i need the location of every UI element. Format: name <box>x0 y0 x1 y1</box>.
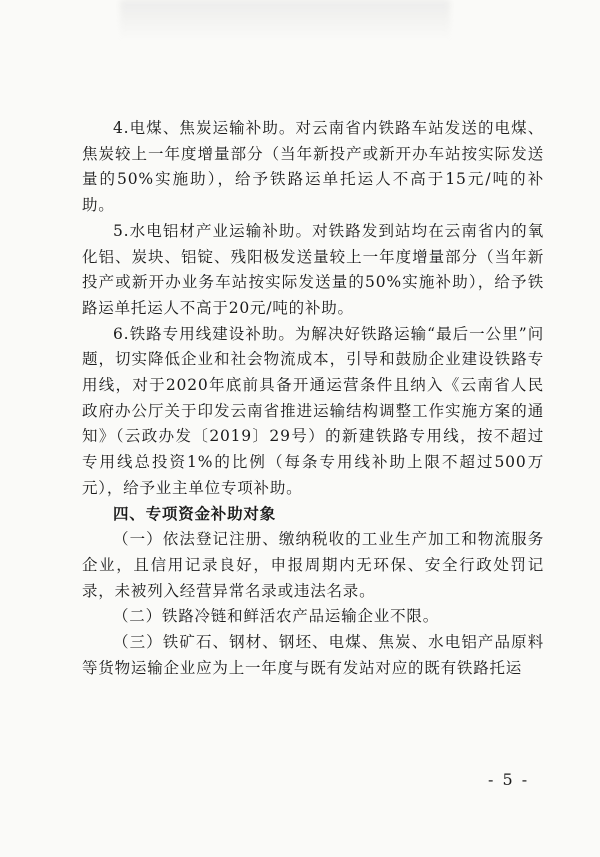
paragraph-hydro-aluminum-subsidy: 5.水电铝材产业运输补助。对铁路发到站均在云南省内的氧化铝、炭块、铝锭、残阳极发送量较上一年度增量部分（当年新投产或新开办业务车站按实际发送量的50%实施补助），给予铁路运单托运人不高于20元/吨的补助。 <box>82 221 544 317</box>
document-body <box>82 116 544 681</box>
paragraph-target-1: （一）依法登记注册、缴纳税收的工业生产加工和物流服务企业，且信用记录良好，申报周期内无环保、安全行政处罚记录，未被列入经营异常名录或违法名录。 <box>82 530 544 600</box>
section-heading: 四、专项资金补助对象 <box>113 504 277 523</box>
page-number: - 5 - <box>488 770 530 789</box>
paragraph-coal-coke-subsidy: 4.电煤、焦炭运输补助。对云南省内铁路车站发送的电煤、焦炭较上一年度增量部分（当年新投产或新开办车站按实际发送量的50%实施助），给予铁路运单托运人不高于15元/吨的补助。 <box>82 119 544 215</box>
paragraph-target-2: （二）铁路冷链和鲜活农产品运输企业不限。 <box>113 607 440 626</box>
scan-artifact <box>120 0 450 40</box>
paragraph-private-line-subsidy: 6.铁路专用线建设补助。为解决好铁路运输“最后一公里”问题，切实降低企业和社会物流成本，引导和鼓励企业建设铁路专用线，对于2020年底前具备开通运营条件且纳入《云南省人民政府办公厅关于印发云南省推进运输结构调整工作实施方案的通知》（云政办发〔2019〕29号）的新建铁路专用线，按不超过专用线总投资1%的比例（每条专用线补助上限不超过500万元），给予业主单位专项补助。 <box>82 324 544 497</box>
paragraph-target-3: （三）铁矿石、钢材、钢坯、电煤、焦炭、水电铝产品原料等货物运输企业应为上一年度与既有发站对应的既有铁路托运 <box>82 633 544 677</box>
